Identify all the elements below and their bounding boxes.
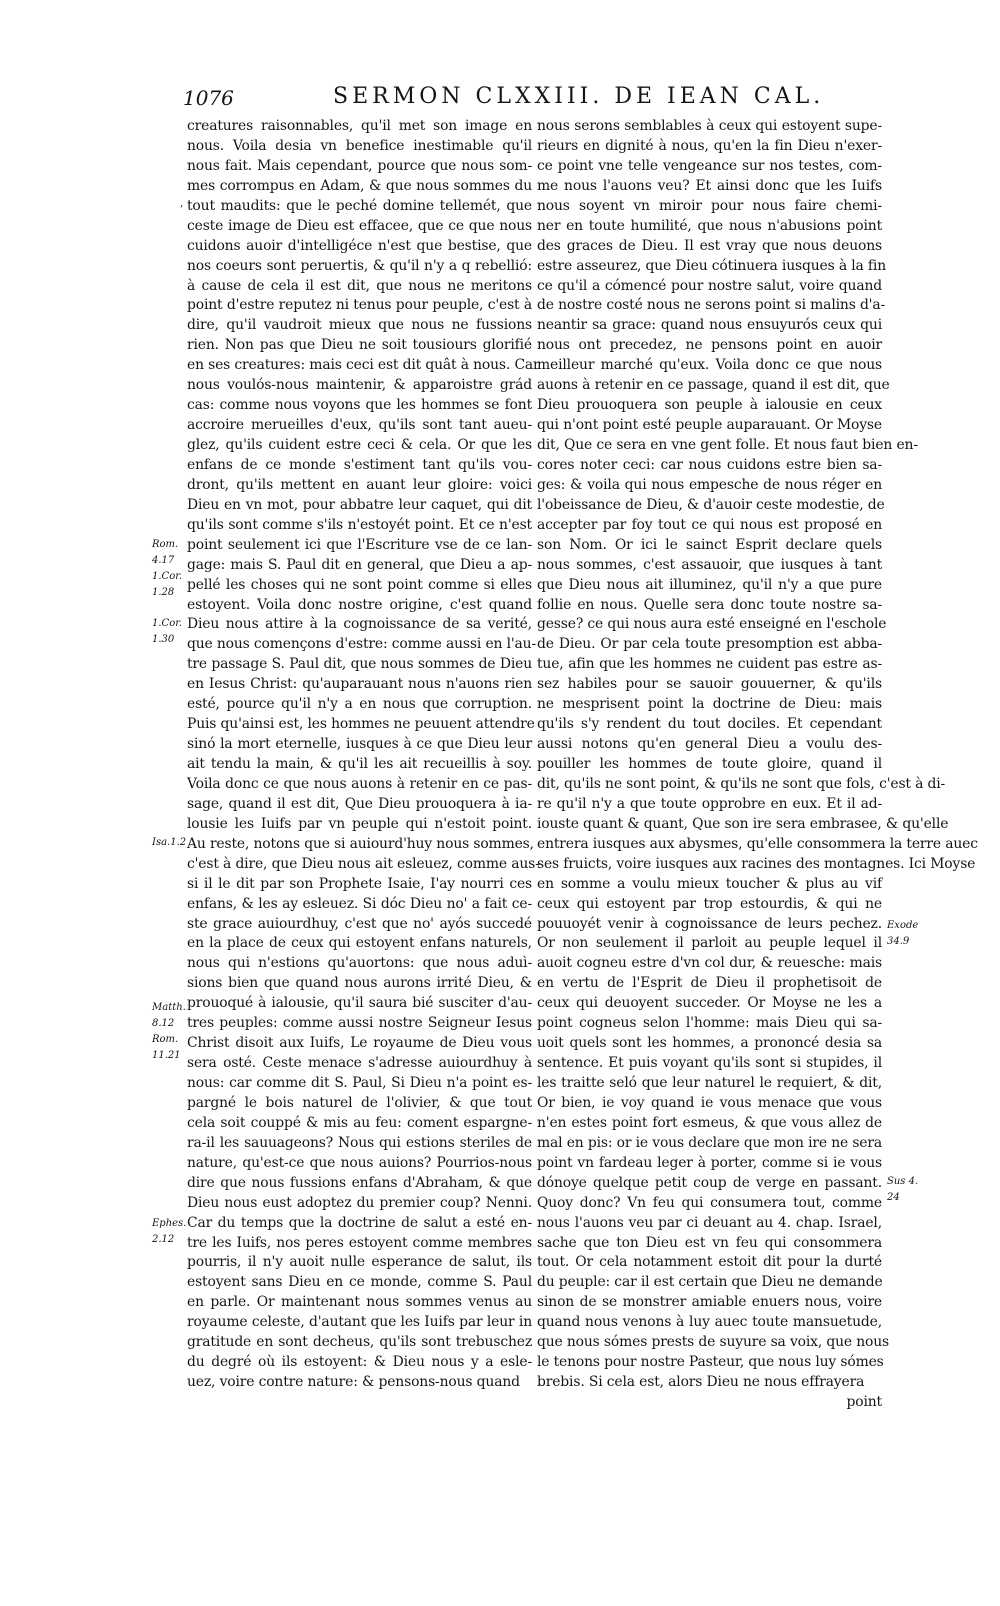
text-line: des graces de Dieu. Il est vray que nous deuons: [537, 237, 882, 254]
text-line: tre les Iuifs, nos peres estoyent comme membres: [187, 1234, 532, 1251]
text-line: que nous sómes prests de suyure sa voix, que nous: [537, 1334, 890, 1351]
text-line: que Dieu nous ait illuminez, qu'il n'y a que pure: [537, 576, 882, 593]
text-line: Dieu prouoquera son peuple à ialousie en ceux: [537, 397, 882, 414]
margin-mark: ‚: [180, 198, 184, 209]
text-line: Voila donc ce que nous auons à retenir en ce pas-: [187, 775, 532, 792]
text-line: qu'ils sont comme s'ils n'estoyét point. Et ce n'est: [187, 516, 532, 533]
text-line: sions bien que quand nous aurons irrité Dieu, &: [187, 975, 532, 992]
text-line: ce qu'il a cómencé pour nostre salut, voire quand: [537, 277, 882, 294]
text-line: uez, voire contre nature: & pensons-nous quand: [187, 1374, 520, 1391]
text-line: nous fait. Mais cependant, pource que nous som-: [187, 157, 532, 174]
text-line: sez habiles pour se sauoir gouuerner, & qu'ils: [537, 676, 882, 693]
margin-note-line: 24: [887, 1192, 900, 1203]
text-line: sinó la mort eternelle, iusques à ce que Dieu leur: [187, 736, 532, 753]
text-line: Puis qu'ainsi est, les hommes ne peuuent attendre: [187, 716, 535, 733]
text-line: pouiller les hommes de toute gloire, quand il: [537, 756, 882, 772]
text-line: estoyent sans Dieu en ce monde, comme S. Paul: [187, 1274, 532, 1291]
text-line: n'en estes point fort esmeus, & que vous allez de: [537, 1114, 882, 1131]
text-line: aussi notons qu'en general Dieu a voulu des-: [537, 736, 882, 753]
text-line: ne mesprisent point la doctrine de Dieu: mais: [537, 696, 882, 713]
margin-note-line: Rom.: [152, 539, 179, 550]
text-line: dónoye quelque petit coup de verge en passant.: [537, 1174, 882, 1191]
text-line: gratitude en sont decheus, qu'ils sont trebuschez: [187, 1334, 532, 1351]
text-line: nous: car comme dit S. Paul, Si Dieu n'a point es-: [187, 1075, 532, 1091]
margin-note: [152, 537, 182, 601]
text-line: nous serons semblables à ceux qui estoyent supe-: [537, 118, 882, 134]
text-line: nous ont precedez, ne pensons point en auoir: [537, 337, 882, 354]
text-line: sera osté. Ceste menace s'adresse auiourdhuy à: [187, 1055, 532, 1072]
text-line: pellé les choses qui ne sont point comme si elles: [187, 576, 532, 593]
margin-note-line: 8.12: [152, 1018, 175, 1029]
margin-note: [887, 1174, 918, 1206]
text-line: sinon de se monstrer amiable enuers nous, voire: [537, 1294, 882, 1311]
text-line: mal en pis: or ie vous declare que mon ire ne sera: [537, 1134, 882, 1151]
text-line: tre passage S. Paul dit, que nous sommes de Dieu: [187, 656, 532, 673]
text-line: c'est à dire, que Dieu nous ait esleuez, comme aus-: [187, 855, 540, 872]
text-line: sage, quand il est dit, Que Dieu prouoquera à ia-: [187, 795, 532, 812]
text-line: nous voulós-nous maintenir, & apparoistre grád: [187, 377, 532, 394]
text-line: nous l'auons veu par ci deuant au 4. chap. Israel,: [537, 1214, 882, 1231]
text-line: ceux qui estoyent par trop estourdis, & qui ne: [537, 895, 882, 912]
text-line: quand nous venons à luy auec toute mansuetude,: [537, 1314, 882, 1331]
margin-note: [152, 616, 182, 648]
text-line: le tenons pour nostre Pasteur, que nous luy sómes: [537, 1354, 884, 1371]
text-line: follie en nous. Quelle sera donc toute nostre sa-: [537, 596, 882, 613]
text-line: dit, Que ce sera en vne gent folle. Et nous faut bien en-: [537, 437, 918, 453]
text-line: neantir sa grace: quand nous ensuyurós ceux qui: [537, 317, 882, 334]
text-line: ste grace auiourdhuy, c'est que no' ayós succedé: [187, 915, 532, 932]
text-line: nous sommes, c'est assauoir, que iusques à tant: [537, 556, 882, 573]
text-line: ner en toute humilité, que nous n'abusions point: [537, 217, 882, 234]
text-line: pargné le bois naturel de l'olivier, & que tout: [187, 1094, 532, 1111]
text-line: accepter par foy tout ce qui nous est proposé en: [537, 516, 882, 533]
text-line: Dieu en vn mot, pour abbatre leur caquet, qui dit: [187, 496, 532, 513]
text-line: cela soit couppé & mis au feu: coment espargne-: [187, 1114, 532, 1131]
text-line: rien. Non pas que Dieu ne soit tousiours glorifié: [187, 337, 532, 354]
text-line: cores noter ceci: car nous cuidons estre bien sa-: [537, 456, 882, 473]
text-line: dire que nous fussions enfans d'Abraham, & que: [187, 1174, 532, 1191]
text-line: tout. Or cela notamment estoit dit pour la durté: [537, 1254, 882, 1271]
running-title: SERMON CLXXIII. DE IEAN CAL.: [333, 84, 825, 109]
text-line: royaume celeste, d'autant que les Iuifs par leur in: [187, 1314, 532, 1331]
text-line: tue, afin que les hommes ne cuident pas estre as-: [537, 656, 882, 673]
margin-note-line: Matth.: [152, 1002, 186, 1013]
text-line: en Iesus Christ: qu'auparauant nous n'auons rien: [187, 676, 532, 693]
text-line: Au reste, notons que si auiourd'huy nous sommes,: [187, 835, 534, 852]
text-line: lousie les Iuifs par vn peuple qui n'estoit point.: [187, 815, 532, 832]
text-line: auons à retenir en ce passage, quand il est dit, que: [537, 377, 890, 394]
text-line: ra-il les sauuageons? Nous qui estions steriles de: [187, 1134, 532, 1151]
text-line: en somme a voulu mieux toucher & plus au vif: [537, 875, 882, 892]
margin-note-line: Rom.: [152, 1034, 179, 1045]
text-line: sache que ton Dieu est vn feu qui consommera: [537, 1234, 882, 1251]
text-line: pourris, il n'y auoit nulle esperance de salut, ils: [187, 1254, 532, 1271]
text-line: point seulement ici que l'Escriture vse de ce lan-: [187, 536, 532, 553]
text-line: cuidons auoir d'intelligéce n'est que bestise, que: [187, 237, 532, 254]
text-line: qui n'ont point esté peuple auparauant. Or Moyse: [537, 417, 882, 434]
text-line: re qu'il n'y a que toute opprobre en eux. Et il ad-: [537, 795, 882, 812]
text-line: Car du temps que la doctrine de salut a esté en-: [187, 1214, 532, 1231]
text-line: auoit cogneu estre d'vn col dur, & reuesche: mais: [537, 955, 882, 972]
text-line: point d'estre reputez ni tenus pour peuple, c'est à: [187, 297, 532, 314]
text-line: uoit quels sont les hommes, a prononcé desia sa: [537, 1035, 882, 1052]
left-text-column: [187, 117, 540, 1393]
text-line: qu'ils s'y rendent du tout dociles. Et cependant: [537, 716, 882, 733]
text-line: du peuple: car il est certain que Dieu ne demande: [537, 1274, 883, 1291]
margin-note-line: 1.30: [152, 634, 175, 645]
text-line: nous soyent vn miroir pour nous faire chemi-: [537, 197, 882, 214]
text-line: gesse? ce qui nous aura esté enseigné en l'eschole: [537, 616, 887, 633]
text-line: estre asseurez, que Dieu cótinuera iusques à la fin: [537, 257, 887, 274]
text-line: prouoqué à ialousie, qu'il saura bié susciter d'au-: [187, 995, 532, 1012]
margin-note-line: 1.28: [152, 587, 175, 598]
text-line: Christ disoit aux Iuifs, Le royaume de Dieu vous: [187, 1035, 532, 1052]
text-line: dront, qu'ils mettent en auant leur gloire: voici: [187, 476, 532, 493]
text-line: esté, pource qu'il n'y a en nous que corruption.: [187, 696, 532, 713]
margin-note-line: 34.9: [887, 936, 910, 947]
margin-note-line: 1.Cor.: [152, 571, 183, 582]
text-line: entrera iusques aux abysmes, qu'elle consommera la terre auec: [537, 835, 978, 852]
text-line: nous. Voila desia vn benefice inestimable qu'il: [187, 137, 532, 154]
catchword: point: [846, 1394, 882, 1410]
text-line: de Dieu. Or par cela toute presomption est abba-: [537, 636, 882, 653]
text-line: à cause de cela il est dit, que nous ne meritons: [187, 277, 532, 294]
text-line: nature, qu'est-ce que nous auions? Pourrios-nous: [187, 1154, 532, 1171]
text-line: pouuoyét venir à cognoissance de leurs pechez.: [537, 915, 882, 932]
margin-note-line: Isa.1.2: [152, 837, 187, 848]
text-line: ceux qui deuoyent succeder. Or Moyse ne les a: [537, 995, 882, 1012]
text-line: meilleur marché qu'eux. Voila donc ce que nous: [537, 357, 882, 374]
text-line: enfans, & les ay esleuez. Si dóc Dieu no' a fait ce-: [187, 895, 532, 912]
text-line: sentence. Et puis voyant qu'ils sont si stupides, il: [537, 1055, 882, 1072]
text-line: rieurs en dignité à nous, qu'en la fin Dieu n'exer-: [537, 137, 882, 154]
text-line: Dieu nous attire à la cognoissance de sa verité,: [187, 616, 532, 633]
text-line: ceste image de Dieu est effacee, que ce que nous: [187, 217, 532, 234]
text-line: en vertu de l'Esprit de Dieu il prophetisoit de: [537, 975, 882, 992]
text-line: gage: mais S. Paul dit en general, que Dieu a ap-: [187, 556, 532, 573]
text-line: mes corrompus en Adam, & que nous sommes du: [187, 177, 532, 194]
margin-note-line: Ephes.: [152, 1218, 187, 1229]
margin-note-line: Sus 4.: [887, 1176, 919, 1187]
text-line: creatures raisonnables, qu'il met son image en: [187, 118, 532, 134]
text-line: Quoy donc? Vn feu qui consumera tout, comme: [537, 1194, 882, 1211]
text-line: nos coeurs sont peruertis, & qu'il n'y a q rebellió:: [187, 257, 532, 274]
text-line: ait tendu la main, & qu'il les ait recueillis à soy.: [187, 756, 532, 772]
margin-note-line: 1.Cor.: [152, 618, 183, 629]
text-line: si il le dit par son Prophete Isaie, I'ay nourri ces: [187, 875, 532, 892]
text-line: ce point vne telle vengeance sur nos testes, com-: [537, 157, 882, 174]
margin-note-line: 2.12: [152, 1234, 175, 1245]
text-line: estoyent. Voila donc nostre origine, c'est quand: [187, 596, 532, 613]
text-line: point cogneus selon l'homme: mais Dieu qui sa-: [537, 1015, 882, 1032]
text-line: Dieu nous eust adoptez du premier coup? Nenni.: [187, 1194, 532, 1211]
margin-note-line: 11.21: [152, 1050, 181, 1061]
text-line: en parle. Or maintenant nous sommes venus au: [187, 1294, 532, 1311]
text-line: accroire merueilles d'eux, qu'ils sont tant aueu-: [187, 417, 532, 434]
text-line: dire, qu'il vaudroit mieux que nous ne fussions: [187, 317, 532, 334]
text-line: point vn fardeau leger à porter, comme si ie vous: [537, 1154, 882, 1171]
text-line: de nostre costé nous ne serons point si malins d'a-: [537, 297, 886, 314]
margin-note: [152, 1216, 186, 1248]
margin-note-line: 4.17: [152, 555, 175, 566]
text-line: dit, qu'ils ne sont point, & qu'ils ne sont que fols, c'est à di-: [537, 775, 946, 792]
text-line: ses fruicts, voire iusques aux racines des montagnes. Ici Moyse: [537, 855, 976, 872]
text-line: brebis. Si cela est, alors Dieu ne nous effrayera: [537, 1374, 865, 1391]
text-line: iouste quant & quant, Que son ire sera embrasee, & qu'elle: [537, 815, 949, 832]
text-line: me nous l'auons veu? Et ainsi donc que les Iuifs: [537, 177, 882, 194]
text-line: son Nom. Or ici le sainct Esprit declare quels: [537, 536, 882, 553]
text-line: Or non seulement il parloit au peuple lequel il: [537, 935, 882, 952]
margin-note: [887, 918, 918, 950]
margin-note: [152, 835, 186, 851]
margin-note-line: Exode: [887, 920, 919, 931]
text-line: l'obeissance de Dieu, & d'auoir ceste modestie, de: [537, 496, 885, 513]
text-line: en ses creatures: mais ceci est dit quât à nous. Car: [187, 357, 540, 374]
text-line: cas: comme nous voyons que les hommes se font: [187, 397, 532, 414]
text-line: Or bien, ie voy quand ie vous menace que vous: [537, 1094, 882, 1111]
text-line: tres peuples: comme aussi nostre Seigneur Iesus: [187, 1015, 532, 1032]
text-line: en la place de ceux qui estoyent enfans naturels,: [187, 935, 532, 952]
text-line: nous qui n'estions qu'auortons: que nous aduì-: [187, 955, 532, 972]
text-line: les traitte seló que leur naturel le requiert, & dit,: [537, 1075, 882, 1091]
text-line: ges: & voila qui nous empesche de nous réger en: [537, 476, 882, 493]
text-line: enfans de ce monde s'estiment tant qu'ils vou-: [187, 456, 532, 473]
text-line: glez, qu'ils cuident estre ceci & cela. Or que les: [187, 437, 532, 453]
text-line: que nous començons d'estre: comme aussi en l'au-: [187, 636, 537, 653]
text-line: tout maudits: que le peché domine tellemét, que: [187, 197, 532, 214]
page-number: 1076: [183, 86, 234, 110]
text-line: du degré où ils estoyent: & Dieu nous y a esle-: [187, 1354, 532, 1371]
margin-note: [152, 1000, 186, 1064]
